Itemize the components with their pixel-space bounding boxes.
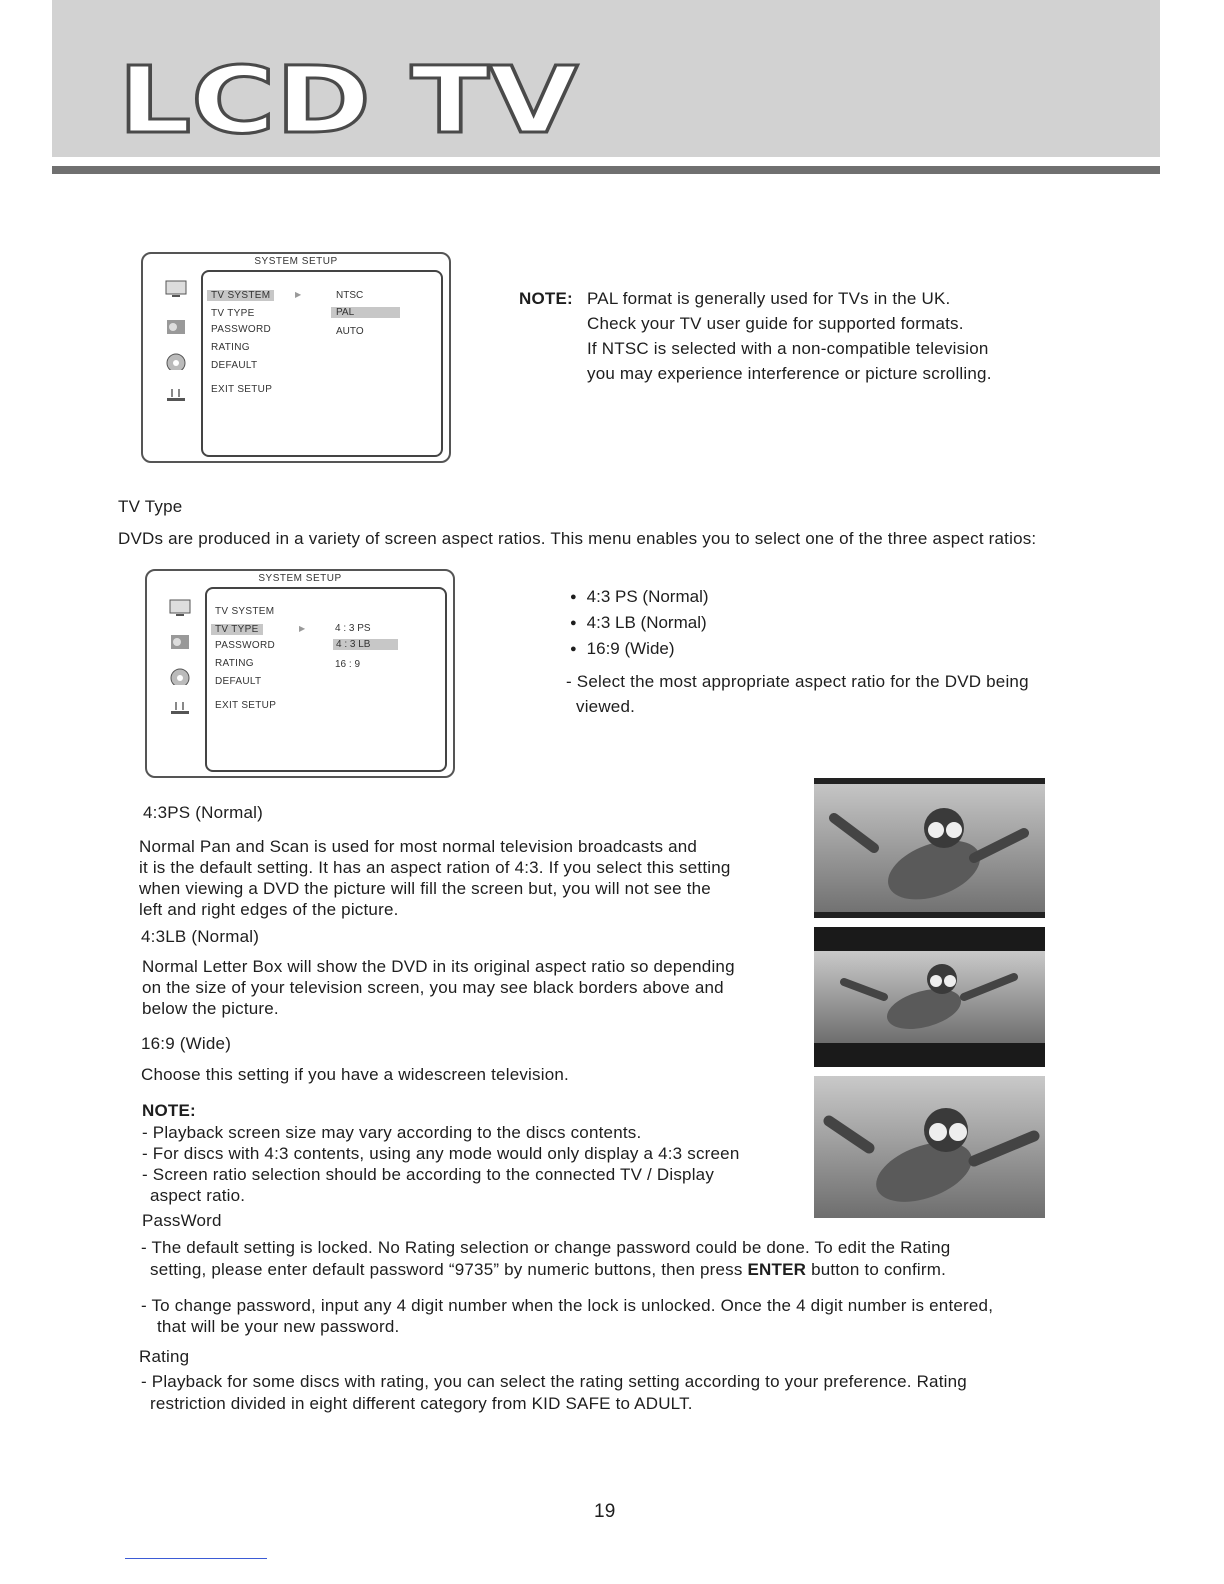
lb-heading: 4:3LB (Normal) <box>141 927 260 946</box>
system-setup-menu-tv-type <box>145 569 455 778</box>
rating-line: - Playback for some discs with rating, you can select the rating setting according to your preference. Rating <box>141 1372 967 1391</box>
menu-item-tv-type[interactable]: TV TYPE <box>211 308 255 319</box>
ps-line: when viewing a DVD the picture will fill the screen but, you will not see the <box>139 879 711 898</box>
password-line: that will be your new password. <box>157 1317 400 1336</box>
ratio-hint: viewed. <box>576 697 636 716</box>
menu-item-password[interactable]: PASSWORD <box>215 640 275 651</box>
menu-item-exit-setup[interactable]: EXIT SETUP <box>215 700 277 711</box>
password-text: button to confirm. <box>806 1260 947 1279</box>
lb-line: on the size of your television screen, you may see black borders above and <box>142 978 724 997</box>
note2-line: - Playback screen size may vary according to the discs contents. <box>142 1123 642 1142</box>
arrow-right-icon: ▶ <box>295 290 302 299</box>
note2-line: aspect ratio. <box>150 1186 246 1205</box>
option-4-3-ps[interactable]: 4 : 3 PS <box>335 623 371 634</box>
wide-heading: 16:9 (Wide) <box>141 1034 232 1053</box>
ps-line: Normal Pan and Scan is used for most normal television broadcasts and <box>139 837 698 856</box>
option-pal[interactable]: PAL <box>331 307 400 318</box>
menu-title: SYSTEM SETUP <box>258 573 342 584</box>
menu-title: SYSTEM SETUP <box>254 256 338 267</box>
header-title-text: LCD TV <box>118 58 578 144</box>
menu-item-rating[interactable]: RATING <box>215 658 254 669</box>
ps-line: it is the default setting. It has an aspect ration of 4:3. If you select this setting <box>139 858 731 877</box>
header-rule <box>52 166 1160 174</box>
ps-line: left and right edges of the picture. <box>139 900 399 919</box>
disc-icon <box>169 667 191 685</box>
tv-icon <box>169 599 191 617</box>
menu-item-tv-system[interactable]: TV SYSTEM <box>207 290 274 301</box>
password-line: - To change password, input any 4 digit number when the lock is unlocked. Once the 4 digit number is entered, <box>141 1296 994 1315</box>
lb-line: Normal Letter Box will show the DVD in its original aspect ratio so depending <box>142 957 735 976</box>
option-16-9[interactable]: 16 : 9 <box>335 659 361 670</box>
note2-label: NOTE: <box>142 1101 196 1120</box>
password-text: setting, please enter default password “9735” by numeric buttons, then press <box>150 1260 748 1279</box>
speaker-icon <box>165 318 187 336</box>
password-heading: PassWord <box>142 1211 222 1230</box>
list-item: ● 16:9 (Wide) <box>570 636 709 662</box>
note2-line: - Screen ratio selection should be according to the connected TV / Display <box>142 1165 715 1184</box>
note1-line: PAL format is generally used for TVs in the UK. <box>587 289 951 308</box>
menu-item-tv-type[interactable]: TV TYPE <box>211 624 263 635</box>
ps-heading: 4:3PS (Normal) <box>143 803 263 822</box>
note1-line: Check your TV user guide for supported formats. <box>587 314 964 333</box>
tv-icon <box>165 280 187 298</box>
menu-item-default[interactable]: DEFAULT <box>211 360 258 371</box>
tv-type-heading: TV Type <box>118 497 183 516</box>
pan-scan-example-image <box>814 778 1045 918</box>
system-setup-menu-tv-system <box>141 252 451 463</box>
note1-line: If NTSC is selected with a non-compatible television <box>587 339 989 358</box>
ratio-hint: - Select the most appropriate aspect ratio for the DVD being <box>566 672 1029 691</box>
tv-type-intro: DVDs are produced in a variety of screen aspect ratios. This menu enables you to select one of the three aspect ratios: <box>118 529 1037 548</box>
option-ntsc[interactable]: NTSC <box>336 290 364 301</box>
option-auto[interactable]: AUTO <box>336 326 364 337</box>
lb-line: below the picture. <box>142 999 279 1018</box>
note1-label: NOTE: <box>519 289 573 308</box>
list-item: ● 4:3 PS (Normal) <box>570 584 709 610</box>
menu-item-default[interactable]: DEFAULT <box>215 676 262 687</box>
enter-key-label: ENTER <box>747 1260 807 1279</box>
exit-icon <box>169 699 191 717</box>
note1-line: you may experience interference or picture scrolling. <box>587 364 992 383</box>
speaker-icon <box>169 633 191 651</box>
rating-heading: Rating <box>139 1347 190 1366</box>
aspect-ratio-list <box>570 584 709 662</box>
rating-line: restriction divided in eight different category from KID SAFE to ADULT. <box>150 1394 693 1413</box>
footer-rule <box>125 1558 267 1559</box>
menu-item-password[interactable]: PASSWORD <box>211 324 271 335</box>
password-line: - The default setting is locked. No Rating selection or change password could be done. To edit the Rating <box>141 1238 951 1257</box>
header-title <box>112 58 592 144</box>
list-item: ● 4:3 LB (Normal) <box>570 610 709 636</box>
widescreen-example-image <box>814 1076 1045 1218</box>
option-4-3-lb[interactable]: 4 : 3 LB <box>333 639 398 650</box>
letterbox-example-image <box>814 927 1045 1067</box>
page-number: 19 <box>594 1501 616 1522</box>
arrow-right-icon: ▶ <box>299 624 306 633</box>
password-line <box>150 1259 946 1281</box>
disc-icon <box>165 352 187 370</box>
menu-item-exit-setup[interactable]: EXIT SETUP <box>211 384 273 395</box>
wide-line: Choose this setting if you have a widescreen television. <box>141 1065 569 1084</box>
menu-item-rating[interactable]: RATING <box>211 342 250 353</box>
note2-line: - For discs with 4:3 contents, using any mode would only display a 4:3 screen <box>142 1144 740 1163</box>
menu-item-tv-system[interactable]: TV SYSTEM <box>215 606 275 617</box>
exit-icon <box>165 386 187 404</box>
